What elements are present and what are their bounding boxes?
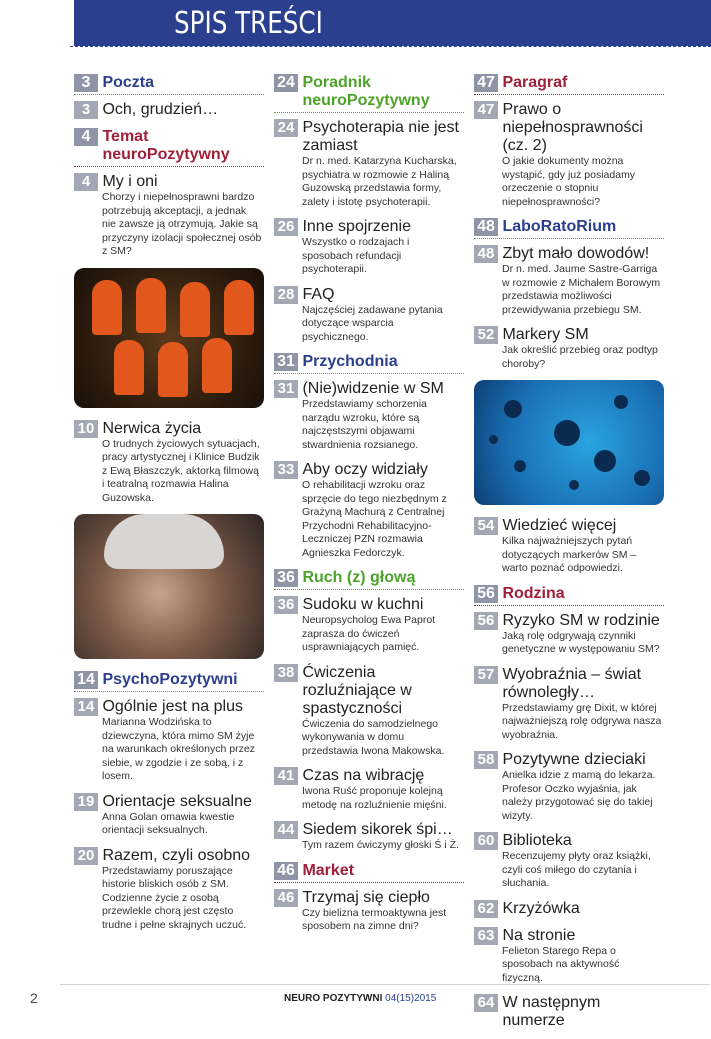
entry-title: Prawo o niepełnosprawności (cz. 2)	[502, 101, 643, 154]
paper-chain-people-image	[74, 268, 264, 408]
section-title: Ruch (z) głową	[302, 569, 416, 586]
entry-title: Razem, czyli osobno	[102, 846, 251, 864]
section-page-number: 56	[474, 585, 498, 603]
toc-column-2	[274, 74, 464, 943]
toc-entry[interactable]	[74, 698, 264, 784]
page-title: SPIS TREŚCI	[174, 6, 323, 41]
section-title: Rodzina	[502, 584, 565, 602]
entry-page-number: 41	[274, 767, 298, 785]
section-header	[74, 74, 264, 95]
entry-description: Dr n. med. Katarzyna Kucharska, psychiatra w rozmowie z Haliną Guzowską przedstawia formy, zalety i istotę psychoterapii.	[302, 155, 457, 208]
toc-entry[interactable]	[474, 666, 664, 743]
section-page-number: 36	[274, 569, 298, 587]
entry-description: Kilka najważniejszych pytań dotyczących markerów SM – warto poznać odpowiedzi.	[502, 535, 637, 574]
entry-title: Krzyżówka	[502, 899, 580, 917]
section-header	[274, 569, 464, 590]
toc-entry[interactable]	[274, 664, 464, 759]
entry-description: Jaką rolę odgrywają czynniki genetyczne w występowaniu SM?	[502, 629, 660, 655]
entry-title: Ćwiczenia rozluźniające w spastyczności	[302, 663, 412, 717]
entry-page-number: 60	[474, 832, 498, 850]
entry-title: Biblioteka	[502, 832, 572, 849]
entry-description: Ćwiczenia do samodzielnego wykonywania w domu przedstawia Iwona Makowska.	[302, 717, 445, 757]
entry-page-number: 38	[274, 664, 298, 682]
toc-entry[interactable]	[274, 119, 464, 209]
section-title: Paragraf	[502, 74, 568, 91]
toc-entry[interactable]	[274, 380, 464, 452]
entry-description: Chorzy i niepełnosprawni bardzo potrzebują akceptacji, a jednak nie zawsze ją otrzymują. Jakie są przyczyny izolacji społecznej osób z SM?	[102, 191, 262, 257]
entry-title: FAQ	[302, 285, 335, 303]
entry-description: Jak określić przebieg oraz podtyp choroby?	[502, 344, 658, 370]
section-header	[274, 74, 464, 113]
section-header	[474, 585, 664, 606]
header-bar	[74, 0, 711, 46]
section-title: LaboRatoRium	[502, 218, 617, 235]
entry-page-number: 52	[474, 326, 498, 344]
entry-description: Przedstawiamy grę Dixit, w której najważniejszą rolę odgrywa nasza wyobraźnia.	[502, 701, 662, 741]
entry-page-number: 56	[474, 612, 498, 630]
cell-dot	[569, 480, 579, 490]
entry-title: Sudoku w kuchni	[302, 596, 424, 613]
section-page-number: 48	[474, 218, 498, 236]
entry-title: Markery SM	[502, 326, 589, 343]
entry-page-number: 54	[474, 517, 498, 535]
cell-dot	[504, 400, 522, 418]
paper-figure	[224, 280, 254, 335]
entry-description: Anielka idzie z mamą do lekarza. Profesor Oczko wyjaśnia, jak należy przygotować się do takiej wizyty.	[502, 769, 656, 822]
section-page-number: 31	[274, 353, 298, 371]
entry-page-number: 26	[274, 218, 298, 236]
section-header	[274, 353, 464, 374]
entry-title: My i oni	[102, 173, 158, 190]
entry-description: Wszystko o rodzajach i sposobach refundacji psychoterapii.	[302, 236, 410, 275]
entry-title: Czas na wibrację	[302, 767, 425, 784]
toc-entry[interactable]	[274, 218, 464, 277]
entry-page-number: 31	[274, 380, 298, 398]
cell-dot	[634, 470, 650, 486]
entry-page-number: 20	[74, 847, 98, 865]
brand-neuro: NEURO	[284, 993, 321, 1004]
entry-description: Marianna Wodzińska to dziewczyna, która mimo SM żyje na warunkach określonych przez siebie, w zgodzie i ze sobą, i z losem.	[102, 716, 255, 782]
hair-shape	[104, 514, 224, 569]
entry-description: Anna Golan omawia kwestie orientacji seksualnych.	[102, 810, 235, 836]
entry-title: Psychoterapia nie jest zamiast	[302, 119, 459, 154]
section-header	[474, 74, 664, 95]
toc-entry[interactable]	[74, 847, 264, 933]
toc-entry[interactable]	[474, 326, 664, 371]
entry-description: Dr n. med. Jaume Sastre-Garriga w rozmowie z Michałem Borowym przedstawia możliwości przewidywania przebiegu SM.	[502, 263, 661, 316]
blue-cells-image	[474, 380, 664, 505]
cell-dot	[554, 420, 580, 446]
toc-entry[interactable]	[74, 420, 264, 506]
section-title: PsychoPozytywni	[102, 671, 238, 688]
toc-entry[interactable]	[474, 612, 664, 657]
entry-page-number: 44	[274, 821, 298, 839]
entry-title: Zbyt mało dowodów!	[502, 245, 650, 262]
section-page-number: 4	[74, 128, 98, 146]
toc-entry[interactable]	[474, 927, 664, 986]
cell-dot	[514, 460, 526, 472]
portrait-woman-image	[74, 514, 264, 659]
entry-page-number: 57	[474, 666, 498, 684]
section-header	[474, 218, 664, 239]
section-page-number: 14	[74, 671, 98, 689]
entry-title: Inne spojrzenie	[302, 218, 411, 235]
paper-figure	[114, 340, 144, 395]
page-number: 2	[30, 990, 38, 1006]
toc-entry[interactable]	[274, 461, 464, 560]
toc-entry[interactable]	[74, 793, 264, 838]
toc-entry[interactable]	[474, 900, 664, 918]
entry-title: Nerwica życia	[102, 419, 202, 437]
toc-entry[interactable]	[474, 245, 664, 317]
entry-description: Recenzujemy płyty oraz książki, czyli coś miłego do czytania i słuchania.	[502, 850, 651, 889]
brand-pozytywni: POZYTYWNI	[322, 993, 383, 1004]
entry-title: W następnym numerze	[502, 994, 601, 1029]
section-title: Poczta	[102, 74, 155, 91]
entry-page-number: 64	[474, 994, 498, 1012]
magazine-brand	[284, 993, 436, 1004]
toc-entry[interactable]	[74, 173, 264, 259]
toc-entry[interactable]	[474, 832, 664, 891]
section-title: Market	[302, 861, 355, 879]
entry-page-number: 48	[474, 245, 498, 263]
section-header	[74, 128, 264, 167]
entry-title: Siedem sikorek śpi…	[302, 821, 453, 838]
toc-entry[interactable]	[274, 889, 464, 934]
paper-figure	[180, 282, 210, 337]
entry-description: Neuropsycholog Ewa Paprot zaprasza do ćwiczeń usprawniających pamięć.	[302, 614, 436, 653]
entry-page-number: 62	[474, 900, 498, 918]
entry-page-number: 36	[274, 596, 298, 614]
entry-title: (Nie)widzenie w SM	[302, 380, 444, 397]
section-page-number: 47	[474, 74, 498, 92]
paper-figure	[158, 342, 188, 397]
entry-description: Czy bielizna termoaktywna jest sposobem na zimne dni?	[302, 906, 447, 932]
section-title: Temat neuroPozytywny	[102, 128, 230, 163]
entry-description: Iwona Ruść proponuje kolejną metodę na rozluźnienie mięśni.	[302, 785, 447, 811]
entry-description: O rehabilitacji wzroku oraz sprzęcie do tego niezbędnym z Grażyną Machurą z Centralnej Przychodni Rehabilitacyjno-Leczniczej PZN rozmawia Agnieszka Fedorczyk.	[302, 479, 447, 559]
section-page-number: 24	[274, 74, 298, 92]
entry-description: Najczęściej zadawane pytania dotyczące wsparcia psychicznego.	[302, 303, 443, 343]
cell-dot	[489, 435, 498, 444]
entry-page-number: 19	[74, 793, 98, 811]
entry-title: Och, grudzień…	[102, 101, 219, 118]
section-page-number: 46	[274, 862, 298, 880]
section-title: Przychodnia	[302, 353, 398, 370]
entry-title: Ogólnie jest na plus	[102, 698, 243, 715]
entry-description: O trudnych życiowych sytuacjach, pracy artystycznej i Klinice Budzik z Ewą Błaszczyk, aktorką filmową i teatralną rozmawia Halina Guzowska.	[102, 437, 260, 504]
paper-figure	[202, 338, 232, 393]
entry-description: Felieton Starego Repa o sposobach na aktywność fizyczną.	[502, 944, 620, 984]
cell-dot	[594, 450, 616, 472]
entry-title: Na stronie	[502, 926, 576, 944]
entry-page-number: 46	[274, 889, 298, 907]
toc-entry[interactable]	[474, 101, 664, 209]
entry-title: Aby oczy widziały	[302, 461, 428, 478]
entry-title: Ryzyko SM w rodzinie	[502, 611, 660, 629]
entry-page-number: 47	[474, 101, 498, 119]
toc-entry[interactable]	[274, 821, 464, 853]
entry-page-number: 58	[474, 751, 498, 769]
entry-description: Przedstawiamy poruszające historie bliskich osób z SM. Codzienne życie z osobą przewlekle chorą jest często trudne i pełne skrajnych uczuć.	[102, 864, 247, 931]
toc-entry[interactable]	[274, 767, 464, 812]
paper-figure	[136, 278, 166, 333]
header-divider	[70, 46, 711, 47]
toc-entry[interactable]	[274, 596, 464, 655]
entry-page-number: 4	[74, 173, 98, 191]
entry-title: Wiedzieć więcej	[502, 517, 617, 534]
toc-column-3	[474, 74, 664, 1039]
section-header	[74, 671, 264, 692]
entry-page-number: 28	[274, 286, 298, 304]
entry-description: Tym razem ćwiczymy głoski Ś i Ż.	[302, 839, 459, 851]
entry-title: Trzymaj się ciepło	[302, 888, 430, 906]
section-title: Poradnik neuroPozytywny	[302, 74, 430, 109]
entry-page-number: 10	[74, 420, 98, 438]
entry-page-number: 63	[474, 927, 498, 945]
paper-figure	[92, 280, 122, 335]
entry-description: O jakie dokumenty można wystąpić, gdy już posiadamy orzeczenie o stopniu niepełnosprawności?	[502, 155, 636, 208]
entry-title: Wyobraźnia – świat równoległy…	[502, 665, 642, 701]
entry-title: Orientacje seksualne	[102, 792, 252, 810]
entry-page-number: 24	[274, 119, 298, 137]
entry-description: Przedstawiamy schorzenia narządu wzroku, które są najczęstszymi objawami stwardnienia rozsianego.	[302, 398, 427, 451]
entry-page-number: 14	[74, 698, 98, 716]
toc-entry[interactable]	[74, 101, 264, 119]
entry-page-number: 33	[274, 461, 298, 479]
toc-column-1	[74, 74, 264, 941]
issue-number: 04(15)2015	[385, 993, 437, 1004]
toc-entry[interactable]	[274, 286, 464, 345]
entry-title: Pozytywne dzieciaki	[502, 751, 646, 768]
entry-page-number: 3	[74, 101, 98, 119]
cell-dot	[614, 395, 628, 409]
footer-line	[60, 984, 710, 985]
toc-entry[interactable]	[474, 751, 664, 823]
page-footer	[0, 990, 711, 1014]
section-page-number: 3	[74, 74, 98, 92]
toc-entry[interactable]	[474, 517, 664, 576]
section-header	[274, 862, 464, 883]
